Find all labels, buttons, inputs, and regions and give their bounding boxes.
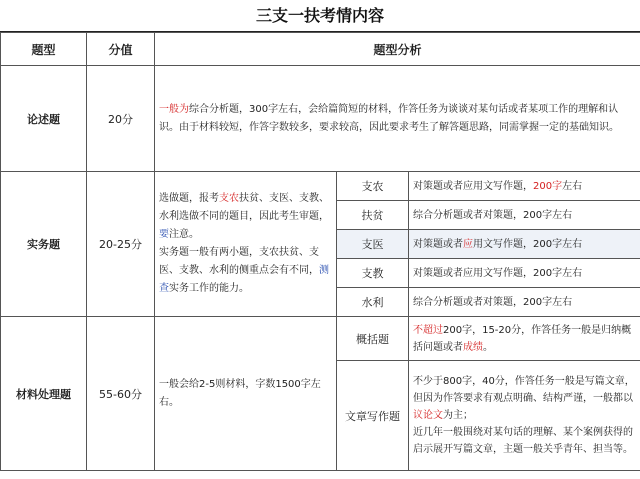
- type-cell: 论述题: [1, 66, 87, 172]
- analysis-cell: [155, 66, 640, 172]
- highlight-text: 不超过: [413, 324, 443, 336]
- subtype-desc: [409, 317, 640, 361]
- analysis-cell: [155, 172, 337, 317]
- analysis-cell: 一般会给2-5则材料，字数1500字左右。: [155, 317, 337, 471]
- table-row-cailiao: [1, 317, 640, 361]
- table-row-shiwu: [1, 172, 640, 201]
- header-score: 分值: [87, 33, 155, 66]
- score-cell: 20-25分: [87, 172, 155, 317]
- header-type: 题型: [1, 33, 87, 66]
- analysis-text: 扶贫、支医、支教、水利选做不同的题目，因此考生审题，: [159, 193, 329, 222]
- page-title: 三支一扶考情内容: [0, 0, 640, 32]
- subtype-cell: 支医: [337, 230, 409, 259]
- type-cell: 实务题: [1, 172, 87, 317]
- subtype-text: 为主；: [443, 410, 473, 421]
- highlight-text: 议论文: [413, 410, 443, 421]
- subtype-text: 不少于800字，40分，作答任务一般是写篇文章，但因为作答要求有观点明确、结构严谨，一般都以: [413, 376, 635, 404]
- table-row-lunshu: [1, 66, 640, 172]
- subtype-desc: 综合分析题或者对策题，200字左右: [409, 201, 640, 230]
- subtype-desc: 综合分析题或者对策题，200字左右: [409, 288, 640, 317]
- subtype-paragraph: 近几年一般围绕对某句话的理解、某个案例获得的启示展开写篇文章，主题一般关乎青年、担当等。: [413, 427, 633, 455]
- analysis-text: 实务题一般有两小题，支农扶贫、支医、支教、水利的侧重点会有不同，: [159, 247, 319, 276]
- header-analysis: 题型分析: [155, 33, 640, 66]
- score-cell: 20分: [87, 66, 155, 172]
- analysis-paragraph: [159, 244, 332, 298]
- type-cell: 材料处理题: [1, 317, 87, 471]
- subtype-desc: [409, 172, 640, 201]
- highlight-text: 200字: [533, 180, 563, 192]
- analysis-text: 选做题，报考: [159, 193, 219, 204]
- subtype-text: 对策题或者: [413, 238, 463, 250]
- analysis-text: 综合分析题，300字左右，会给篇简短的材料，作答任务为谈谈对某句话或者某项工作的理解和认识。由于材料较短，作答字数较多，要求较高，因此要求考生了解答题思路，同需掌握一定的基础知识。: [159, 103, 619, 133]
- subtype-desc: [409, 361, 640, 471]
- subtype-desc: [409, 230, 640, 259]
- header-row: [1, 33, 640, 66]
- exam-content-table: [0, 32, 640, 471]
- highlight-text: 成绩: [463, 341, 483, 353]
- subtype-cell: 文章写作题: [337, 361, 409, 471]
- subtype-cell: 概括题: [337, 317, 409, 361]
- highlight-text: 测查: [159, 265, 329, 294]
- subtype-cell: 扶贫: [337, 201, 409, 230]
- subtype-cell: 支教: [337, 259, 409, 288]
- analysis-text: 实务工作的能力。: [169, 283, 249, 294]
- analysis-text: 注意。: [169, 229, 199, 240]
- subtype-text: 200字，15-20分，作答任务一般是归纳概括问题或者: [413, 324, 632, 353]
- subtype-paragraph: [413, 373, 636, 424]
- subtype-text: 。: [483, 341, 493, 353]
- score-cell: 55-60分: [87, 317, 155, 471]
- highlight-text: 支农: [219, 193, 239, 204]
- analysis-paragraph: [159, 190, 332, 244]
- subtype-cell: 水利: [337, 288, 409, 317]
- subtype-desc: 对策题或者应用文写作题，200字左右: [409, 259, 640, 288]
- subtype-text: 左右: [562, 180, 583, 192]
- subtype-text: 对策题或者应用文写作题，: [413, 180, 533, 192]
- subtype-cell: 支农: [337, 172, 409, 201]
- highlight-text: 要: [159, 229, 169, 240]
- highlight-text: 一般为: [159, 103, 189, 115]
- subtype-text: 用文写作题，200字左右: [473, 238, 583, 250]
- highlight-text: 应: [463, 238, 473, 250]
